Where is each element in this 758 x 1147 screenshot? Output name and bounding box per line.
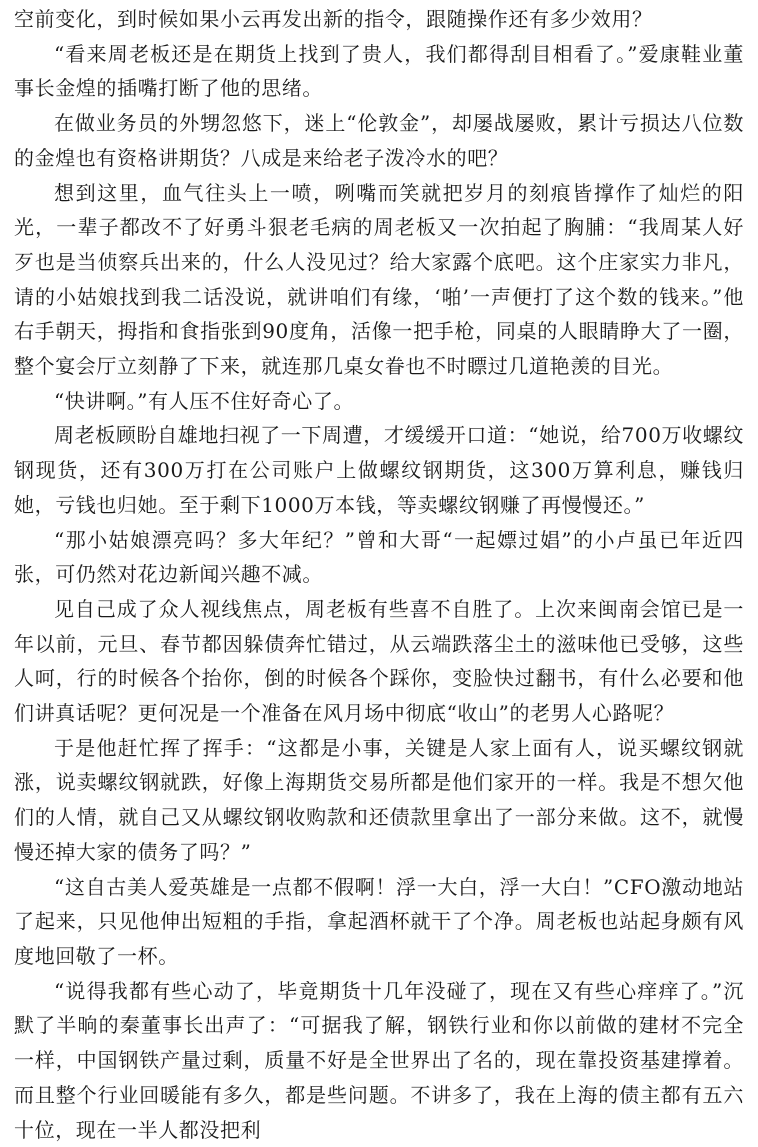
paragraph-7: “那小姑娘漂亮吗？多大年纪？”曾和大哥“一起嫖过娼”的小卢虽已年近四张，可仍然对花边新闻兴趣不减。: [14, 527, 744, 587]
paragraph-1: 空前变化，到时候如果小云再发出新的指令，跟随操作还有多少效用？: [14, 7, 653, 31]
paragraph-9: 于是他赶忙挥了挥手：“这都是小事，关键是人家上面有人，说买螺纹钢就涨，说卖螺纹钢就跌，好像上海期货交易所都是他们家开的一样。我是不想欠他们的人情，就自己又从螺纹钢收购款和还债款里拿出了一部分来做。这不，就慢慢还掉大家的债务了吗？”: [14, 735, 744, 864]
paragraph-3: 在做业务员的外甥忽悠下，迷上“伦敦金”，却屡战屡败，累计亏损达八位数的金煌也有资格讲期货？八成是来给老子泼冷水的吧？: [14, 111, 744, 170]
paragraph-10: “这自古美人爱英雄是一点都不假啊！浮一大白，浮一大白！”CFO激动地站了起来，只见他伸出短粗的手指，拿起酒杯就干了个净。周老板也站起身颇有风度地回敬了一杯。: [14, 874, 744, 968]
paragraph-6: 周老板顾盼自雄地扫视了一下周遭，才缓缓开口道：“她说，给700万收螺纹钢现货，还有300万打在公司账户上做螺纹钢期货，这300万算利息，赚钱归她，亏钱也归她。至于剩下1000万本钱，等卖螺纹钢赚了再慢慢还。”: [14, 423, 744, 517]
paragraph-8: 见自己成了众人视线焦点，周老板有些喜不自胜了。上次来闽南会馆已是一年以前，元旦、春节都因躲债奔忙错过，从云端跌落尘土的滋味他已受够，这些人呵，行的时候各个抬你，倒的时候各个踩你，变脸快过翻书，有什么必要和他们讲真话呢？更何况是一个准备在风月场中彻底“收山”的老男人心路呢？: [14, 596, 744, 726]
paragraph-2: “看来周老板还是在期货上找到了贵人，我们都得刮目相看了。”爱康鞋业董事长金煌的插嘴打断了他的思绪。: [14, 41, 744, 101]
paragraph-11: “说得我都有些心动了，毕竟期货十几年没碰了，现在又有些心痒痒了。”沉默了半晌的秦董事长出声了：“可据我了解，钢铁行业和你以前做的建材不完全一样，中国钢铁产量过剩，质量不好是全世界出了名的，现在靠投资基建撑着。而且整个行业回暖能有多久，都是些问题。不讲多了，我在上海的债主都有五六十位，现在一半人都没把利: [14, 978, 744, 1142]
paragraph-4: 想到这里，血气往头上一喷，咧嘴而笑就把岁月的刻痕皆撑作了灿烂的阳光，一辈子都改不了好勇斗狠老毛病的周老板又一次拍起了胸脯：“我周某人好歹也是当侦察兵出来的，什么人没见过？给大家露个底吧。这个庄家实力非凡，请的小姑娘找到我二话没说，就讲咱们有缘，‘啪’一声便打了这个数的钱来。”他右手朝天，拇指和食指张到90度角，活像一把手枪，同桌的人眼睛睁大了一圈，整个宴会厅立刻静了下来，就连那几桌女眷也不时瞟过几道艳羡的目光。: [14, 180, 744, 379]
paragraph-5: “快讲啊。”有人压不住好奇心了。: [54, 388, 355, 413]
